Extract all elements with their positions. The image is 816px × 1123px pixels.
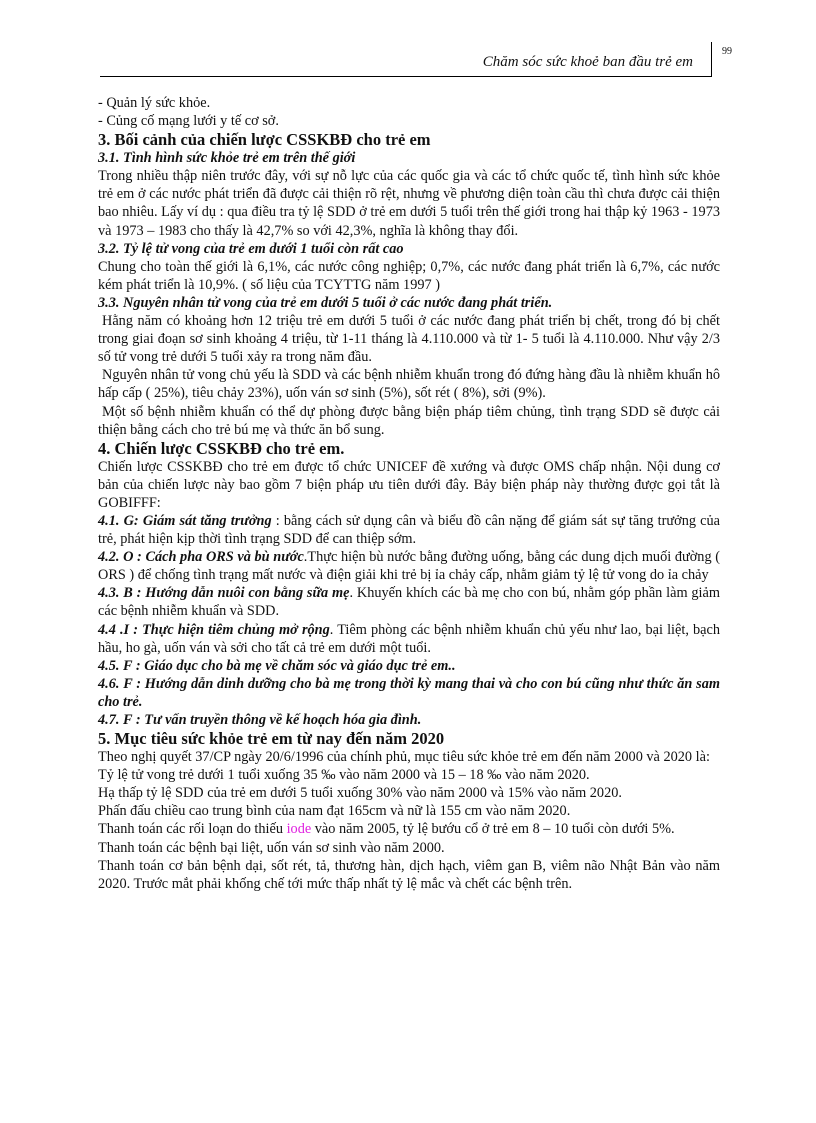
section-5-paragraph-4: Phấn đấu chiều cao trung bình của nam đạt 165cm và nữ là 155 cm vào năm 2020. (98, 803, 571, 820)
section-5-paragraph-5 (98, 820, 720, 838)
strategy-item-label: 4.5. F : Giáo dục cho bà mẹ về chăm sóc và giáo dục trẻ em.. (98, 657, 456, 674)
page-content (98, 94, 720, 893)
section-5-paragraph-7: Thanh toán cơ bản bệnh dại, sốt rét, tả, thương hàn, dịch hạch, viêm gan B, viêm não Nhật Bản vào năm 2020. Trước mắt phải khống chế tới mức thấp nhất tỷ lệ mắc và chết các bệnh trên. (98, 857, 720, 892)
strategy-item-label: 4.4 .I : Thực hiện tiêm chủng mở rộng (98, 621, 330, 638)
strategy-item-4-5 (98, 657, 720, 675)
strategy-item-text: .Thực hiện bù nước bằng đường uống, bằng các dung dịch muối đường ( ORS ) để chống tình trạng mất nước và điện giải khi trẻ bị ỉa chảy cấp, nhằm giảm tỷ lệ tử vong do ỉa chảy (98, 549, 720, 584)
strategy-item-label: 4.2. O : Cách pha ORS và bù nước (98, 549, 304, 566)
page-number: 99 (722, 46, 732, 57)
strategy-item-text: . Tiêm phòng các bệnh nhiễm khuẩn chủ yếu như lao, bại liệt, bạch hầu, ho gà, uốn ván và sởi cho tất cả trẻ em dưới một tuổi. (98, 621, 721, 656)
strategy-item-4-7 (98, 711, 720, 729)
strategy-item-label: 4.1. G: Giám sát tăng trưởng (98, 512, 272, 529)
section-5-paragraph-3: Hạ thấp tỷ lệ SDD của trẻ em dưới 5 tuổi xuống 30% vào năm 2000 và 15% vào năm 2020. (98, 785, 622, 802)
strategy-item-4-3 (98, 584, 720, 620)
paragraph-text: Thanh toán các rối loạn do thiếu (98, 821, 287, 838)
section-3-heading: 3. Bối cảnh của chiến lược CSSKBĐ cho trẻ em (98, 130, 431, 150)
strategy-item-text: : bằng cách sử dụng cân và biểu đồ cân nặng để giám sát sự tăng trưởng của trẻ, phát hiện kịp thời tình trạng SDD để can thiệp sớm. (98, 512, 721, 548)
header-title: Chăm sóc sức khoẻ ban đầu trẻ em (482, 54, 693, 70)
strategy-item-label: 4.7. F : Tư vấn truyền thông về kế hoạch hóa gia đình. (98, 712, 422, 728)
section-3-1-text: Trong nhiều thập niên trước đây, với sự nỗ lực của các quốc gia và các tổ chức quốc tế, tình hình sức khỏe trẻ em ở các nước phát triển đã được cải thiện rõ rệt, nhưng về phương diện toàn cầu thì chưa được cải thiện bao nhiêu. Lấy ví dụ : qua điều tra tỷ lệ SDD ở trẻ em dưới 5 tuổi trên thế giới trong hai thập kỷ 1963 - 1973 và 1973 – 1983 cho thấy là 42,7% so với 42,3%, nghĩa là không thay đổi. (98, 168, 720, 239)
section-3-3-paragraph-3: Một số bệnh nhiễm khuẩn có thể dự phòng được bằng biện pháp tiêm chủng, tình trạng SDD sẽ được cải thiện bằng cách cho trẻ bú mẹ và thức ăn bổ sung. (98, 403, 720, 438)
section-4-text: Chiến lược CSSKBĐ cho trẻ em được tổ chức UNICEF đề xướng và được OMS chấp nhận. Nội dung cơ bản của chiến lược này bao gồm 7 biện pháp ưu tiên dưới đây. Bảy biện pháp này thường được gọi tắt là GOBIFFF: (98, 458, 720, 511)
strategy-item-label: 4.3. B : Hướng dẫn nuôi con bằng sữa mẹ (98, 585, 350, 602)
intro-item-2: - Củng cố mạng lưới y tế cơ sở. (98, 113, 279, 130)
section-3-3-heading: 3.3. Nguyên nhân tử vong của trẻ em dưới 5 tuổi ở các nước đang phát triển. (98, 294, 553, 311)
section-3-2-text: Chung cho toàn thế giới là 6,1%, các nước công nghiệp; 0,7%, các nước đang phát triển là 6,7%, các nước kém phát triển là 10,9%. ( số liệu của TCYTTG năm 1997 ) (98, 258, 720, 293)
strategy-item-4-2 (98, 548, 720, 584)
strategy-item-4-4 (98, 621, 720, 657)
section-3-3-paragraph-1: Hằng năm có khoảng hơn 12 triệu trẻ em dưới 5 tuổi ở các nước đang phát triển bị chết, trong đó bị chết trong giai đoạn sơ sinh khoảng 4 triệu, từ 1-11 tháng là 4.110.000 và từ 1- 5 tuổi là 4.110.000. Như vậy 2/3 số tử vong trẻ dưới 5 tuổi xảy ra trong năm đầu. (98, 313, 720, 366)
section-3-3-paragraph-2: Nguyên nhân tử vong chủ yếu là SDD và các bệnh nhiễm khuẩn trong đó đứng hàng đầu là nhiễm khuẩn hô hấp cấp ( 25%), tiêu chảy 23%), uốn ván sơ sinh (5%), sốt rét ( 8%), sởi (9%). (98, 367, 720, 402)
page-header (100, 42, 712, 77)
strategy-item-text: . Khuyến khích các bà mẹ cho con bú, nhằm góp phần làm giảm các bệnh nhiễm khuẩn và SDD. (98, 585, 720, 620)
section-3-1-heading: 3.1. Tình hình sức khỏe trẻ em trên thế giới (98, 150, 356, 167)
section-5-paragraph-2: Tỷ lệ tử vong trẻ dưới 1 tuổi xuống 35 ‰ vào năm 2000 và 15 – 18 ‰ vào năm 2020. (98, 767, 590, 784)
section-3-2-heading: 3.2. Tỷ lệ tử vong của trẻ em dưới 1 tuổi còn rất cao (98, 240, 404, 257)
section-5-heading: 5. Mục tiêu sức khỏe trẻ em từ nay đến năm 2020 (98, 729, 445, 749)
iode-link[interactable]: iode (286, 821, 312, 838)
strategy-item-4-6 (98, 675, 720, 711)
section-5-paragraph-1: Theo nghị quyết 37/CP ngày 20/6/1996 của chính phủ, mục tiêu sức khỏe trẻ em đến năm 2000 và 2020 là: (98, 749, 710, 766)
intro-item-1: - Quản lý sức khỏe. (98, 95, 211, 111)
paragraph-text: vào năm 2005, tỷ lệ bướu cổ ở trẻ em 8 – 10 tuổi còn dưới 5%. (311, 821, 675, 838)
section-5-paragraph-6: Thanh toán các bệnh bại liệt, uốn ván sơ sinh vào năm 2000. (98, 839, 445, 856)
strategy-item-4-1 (98, 512, 720, 548)
strategy-item-label: 4.6. F : Hướng dẫn dinh dưỡng cho bà mẹ trong thời kỳ mang thai và cho con bú cũng như thức ăn sam cho trẻ. (98, 675, 720, 710)
section-4-heading: 4. Chiến lược CSSKBĐ cho trẻ em. (98, 438, 345, 458)
